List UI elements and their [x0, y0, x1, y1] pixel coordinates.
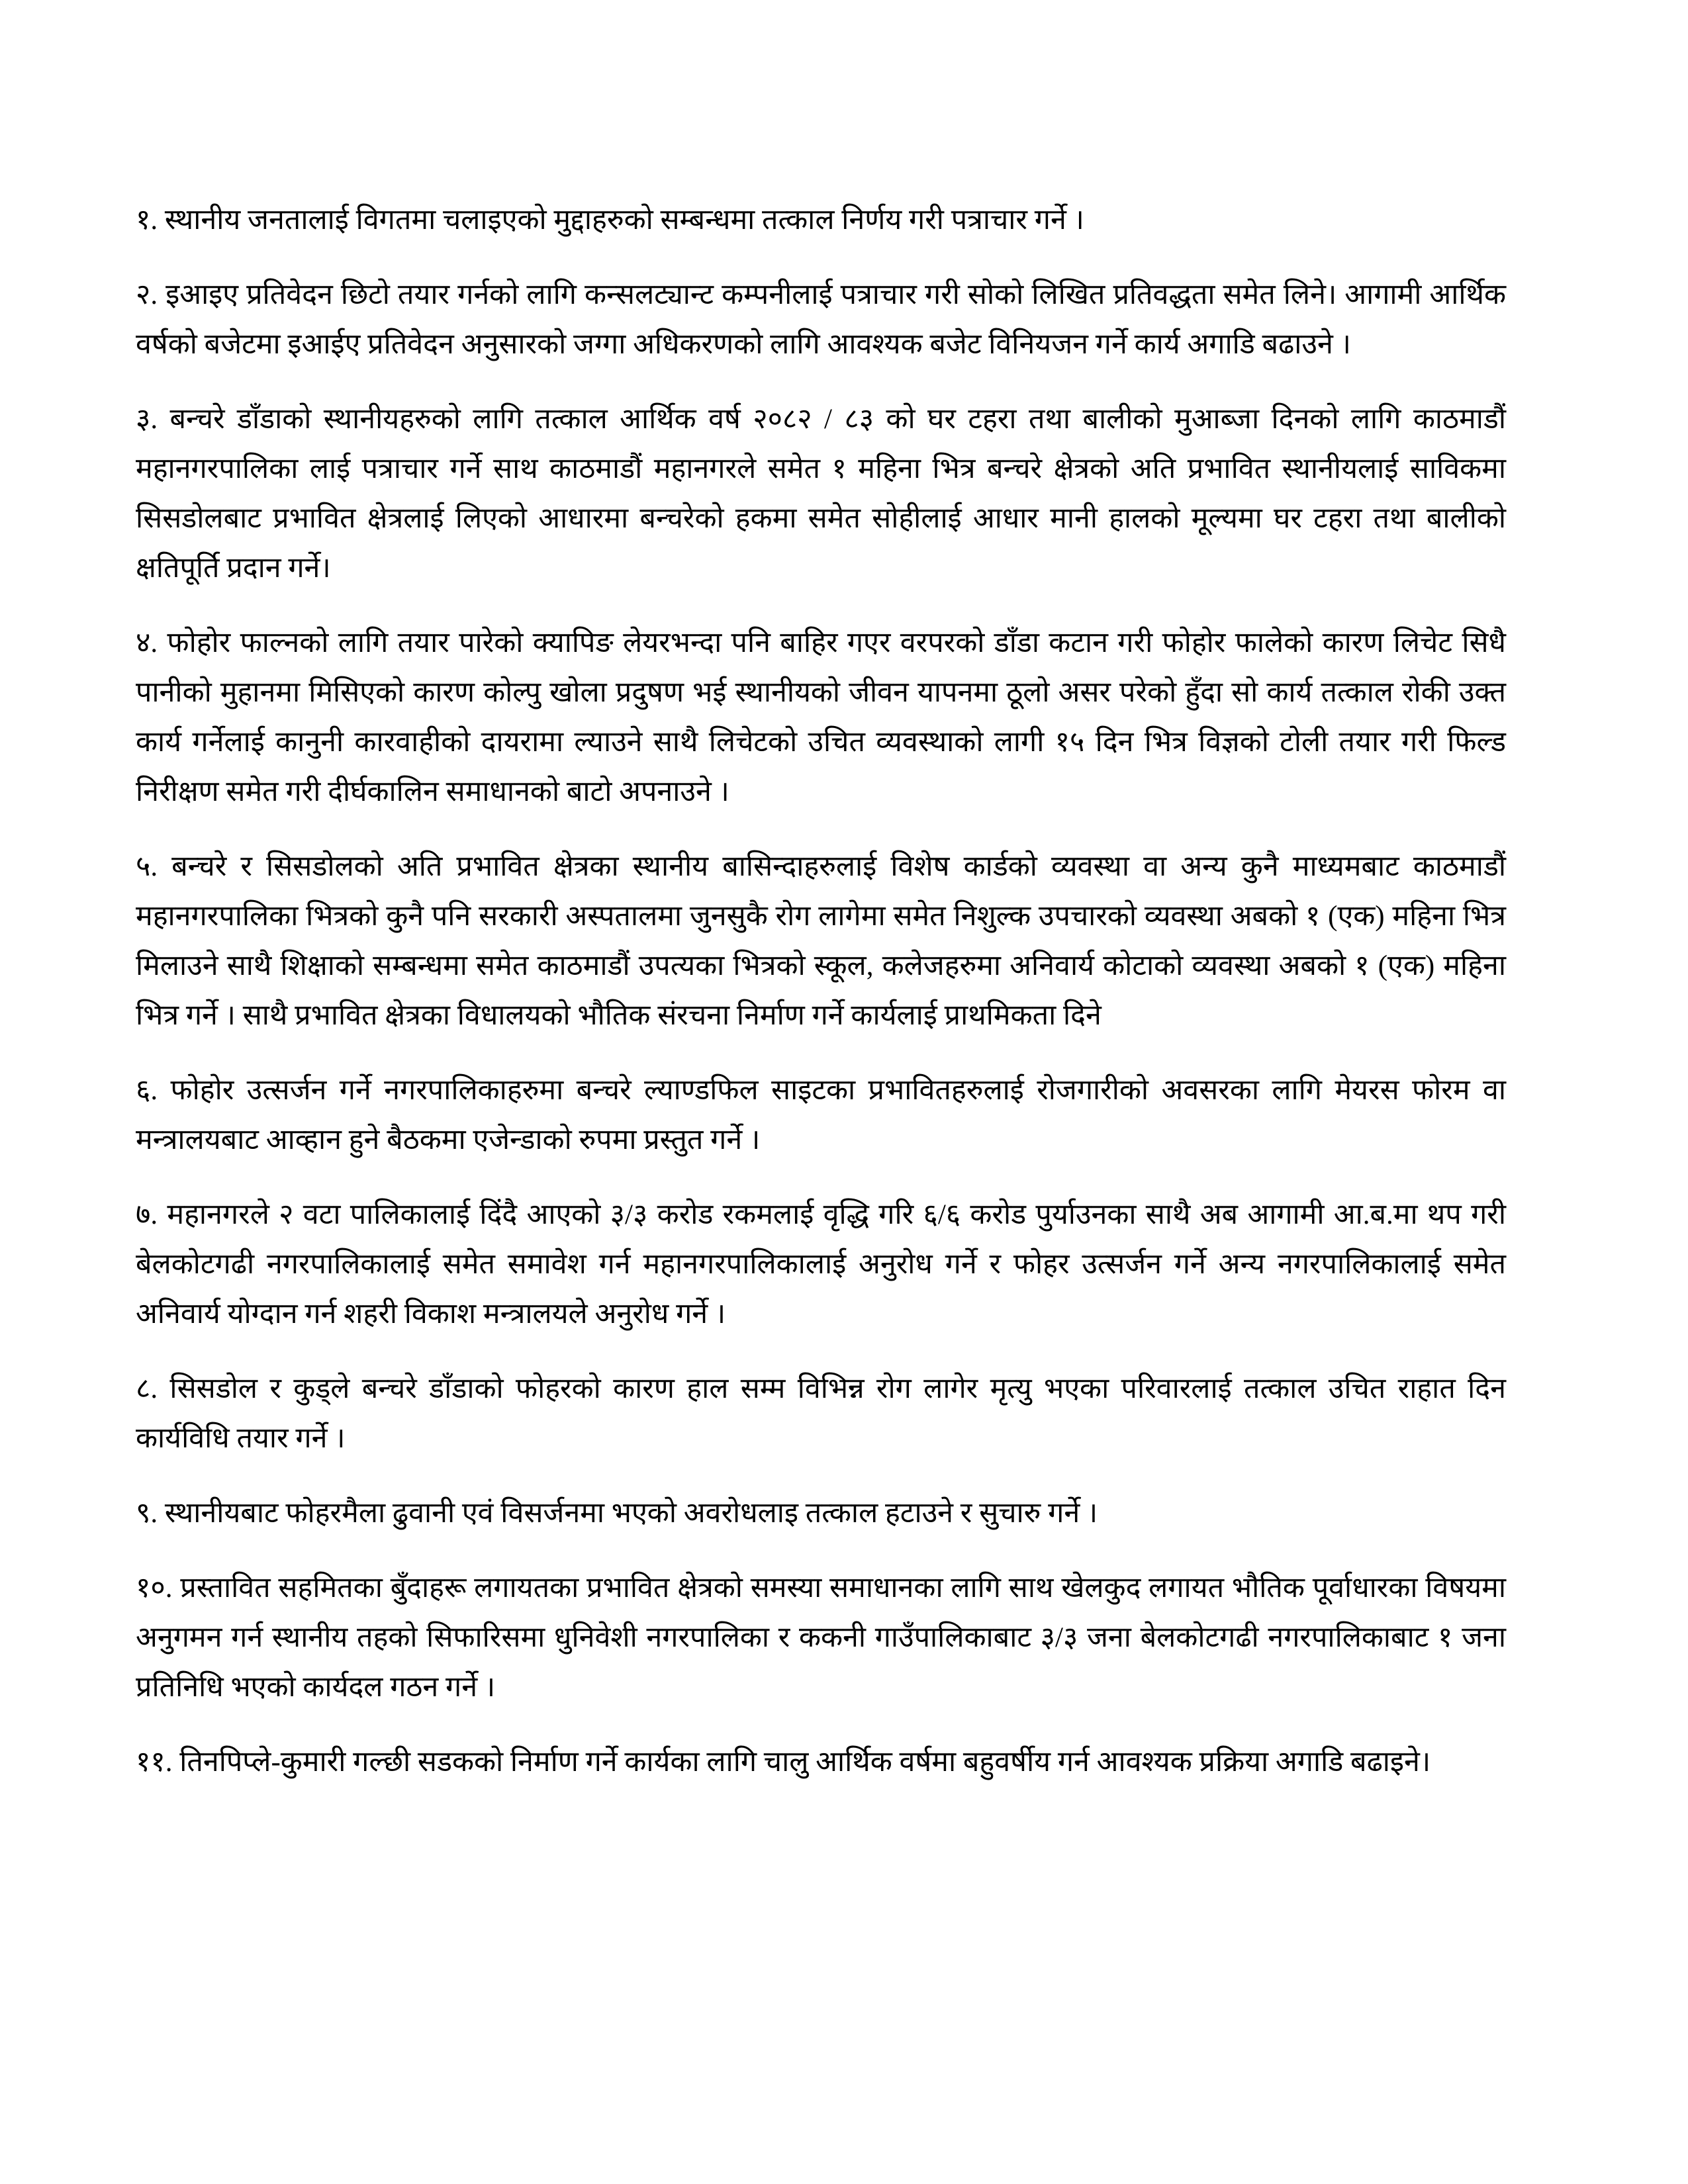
list-item [136, 1364, 1506, 1463]
list-item [136, 1737, 1506, 1787]
list-item-text: ९. स्थानीयबाट फोहरमैला ढुवानी एवं विसर्जनमा भएको अवरोधलाइ तत्काल हटाउने र सुचारु गर्ने । [136, 1498, 1098, 1529]
list-item-text: ५. बन्चरे र सिसडोलको अति प्रभावित क्षेत्रका स्थानीय बासिन्दाहरुलाई विशेष कार्डको व्यवस्था वा अन्य कुनै माध्यमबाट काठमाडौं महानगरपालिका भित्रको कुनै पनि सरकारी अस्पतालमा जुनसुकै रोग लागेमा समेत निशुल्क उपचारको व्यवस्था अबको १ (एक) महिना भित्र मिलाउने साथै शिक्षाको सम्बन्धमा समेत काठमाडौं उपत्यका भित्रको स्कूल, कलेजहरुमा अनिवार्य कोटाको व्यवस्था अबको १ (एक) महिना भित्र गर्ने । साथै प्रभावित क्षेत्रका विधालयको भौतिक संरचना निर्माण गर्ने कार्यलाई प्राथमिकता दिने [136, 851, 1506, 1031]
list-item [136, 270, 1506, 369]
list-item-text: २. इआइए प्रतिवेदन छिटो तयार गर्नको लागि कन्सलट्यान्ट कम्पनीलाई पत्राचार गरी सोको लिखित प्रतिवद्धता समेत लिने। आगामी आर्थिक वर्षको बजेटमा इआईए प्रतिवेदन अनुसारको जग्गा अधिकरणको लागि आवश्यक बजेट विनियजन गर्ने कार्य अगाडि बढाउने । [136, 279, 1506, 360]
list-item-text: ३. बन्चरे डाँडाको स्थानीयहरुको लागि तत्काल आर्थिक वर्ष २०८२ / ८३ को घर टहरा तथा बालीको मुआब्जा दिनको लागि काठमाडौं महानगरपालिका लाई पत्राचार गर्ने साथ काठमाडौं महानगरले समेत १ महिना भित्र बन्चरे क्षेत्रको अति प्रभावित स्थानीयलाई साविकमा सिसडोलबाट प्रभावित क्षेत्रलाई लिएको आधारमा बन्चरेको हकमा समेत सोहीलाई आधार मानी हालको मूल्यमा घर टहरा तथा बालीको क्षतिपूर्ति प्रदान गर्ने। [136, 404, 1506, 584]
list-item-text: ६. फोहोर उत्सर्जन गर्ने नगरपालिकाहरुमा बन्चरे ल्याण्डफिल साइटका प्रभावितहरुलाई रोजगारीको अवसरका लागि मेयरस फोरम वा मन्त्रालयबाट आव्हान हुने बैठकमा एजेन्डाको रुपमा प्रस्तुत गर्ने । [136, 1075, 1506, 1156]
list-item-text: ४. फोहोर फाल्नको लागि तयार पारेको क्यापिङ लेयरभन्दा पनि बाहिर गएर वरपरको डाँडा कटान गरी फोहोर फालेको कारण लिचेट सिधै पानीको मुहानमा मिसिएको कारण कोल्पु खोला प्रदुषण भई स्थानीयको जीवन यापनमा ठूलो असर परेको हुँदा सो कार्य तत्काल रोकी उक्त कार्य गर्नेलाई कानुनी कारवाहीको दायरामा ल्याउने साथै लिचेटको उचित व्यवस्थाको लागी १५ दिन भित्र विज्ञको टोली तयार गरी फिल्ड निरीक्षण समेत गरी दीर्घकालिन समाधानको बाटो अपनाउने । [136, 627, 1506, 807]
list-item-text: ११. तिनपिप्ले-कुमारी गल्छी सडकको निर्माण गर्ने कार्यका लागि चालु आर्थिक वर्षमा बहुवर्षीय गर्न आवश्यक प्रक्रिया अगाडि बढाइने। [136, 1747, 1431, 1778]
list-item [136, 842, 1506, 1040]
list-item-text: ८. सिसडोल र कुड्ले बन्चरे डाँडाको फोहरको कारण हाल सम्म विभिन्न रोग लागेर मृत्यु भएका परिवारलाई तत्काल उचित राहात दिन कार्यविधि तयार गर्ने । [136, 1373, 1506, 1454]
list-item-text: ७. महानगरले २ वटा पालिकालाई दिंदै आएको ३/३ करोड रकमलाई वृद्धि गरि ६/६ करोड पुर्याउनका साथै अब आगामी आ.ब.मा थप गरी बेलकोटगढी नगरपालिकालाई समेत समावेश गर्न महानगरपालिकालाई अनुरोध गर्ने र फोहर उत्सर्जन गर्ने अन्य नगरपालिकालाई समेत अनिवार्य योग्दान गर्न शहरी विकाश मन्त्रालयले अनुरोध गर्ने । [136, 1199, 1506, 1330]
list-item [136, 1190, 1506, 1339]
list-item [136, 1066, 1506, 1165]
decision-list [136, 195, 1506, 1787]
list-item [136, 195, 1506, 245]
list-item [136, 618, 1506, 817]
list-item-text: १. स्थानीय जनतालाई विगतमा चलाइएको मुद्दाहरुको सम्बन्धमा तत्काल निर्णय गरी पत्राचार गर्ने । [136, 205, 1084, 236]
list-item [136, 1488, 1506, 1538]
list-item [136, 394, 1506, 593]
list-item [136, 1563, 1506, 1712]
list-item-text: १०. प्रस्तावित सहमितका बुँदाहरू लगायतका प्रभावित क्षेत्रको समस्या समाधानका लागि साथ खेलकुद लगायत भौतिक पूर्वाधारका विषयमा अनुगमन गर्न स्थानीय तहको सिफारिसमा धुनिवेशी नगरपालिका र ककनी गाउँपालिकाबाट ३/३ जना बेलकोटगढी नगरपालिकाबाट १ जना प्रतिनिधि भएको कार्यदल गठन गर्ने । [136, 1572, 1506, 1703]
